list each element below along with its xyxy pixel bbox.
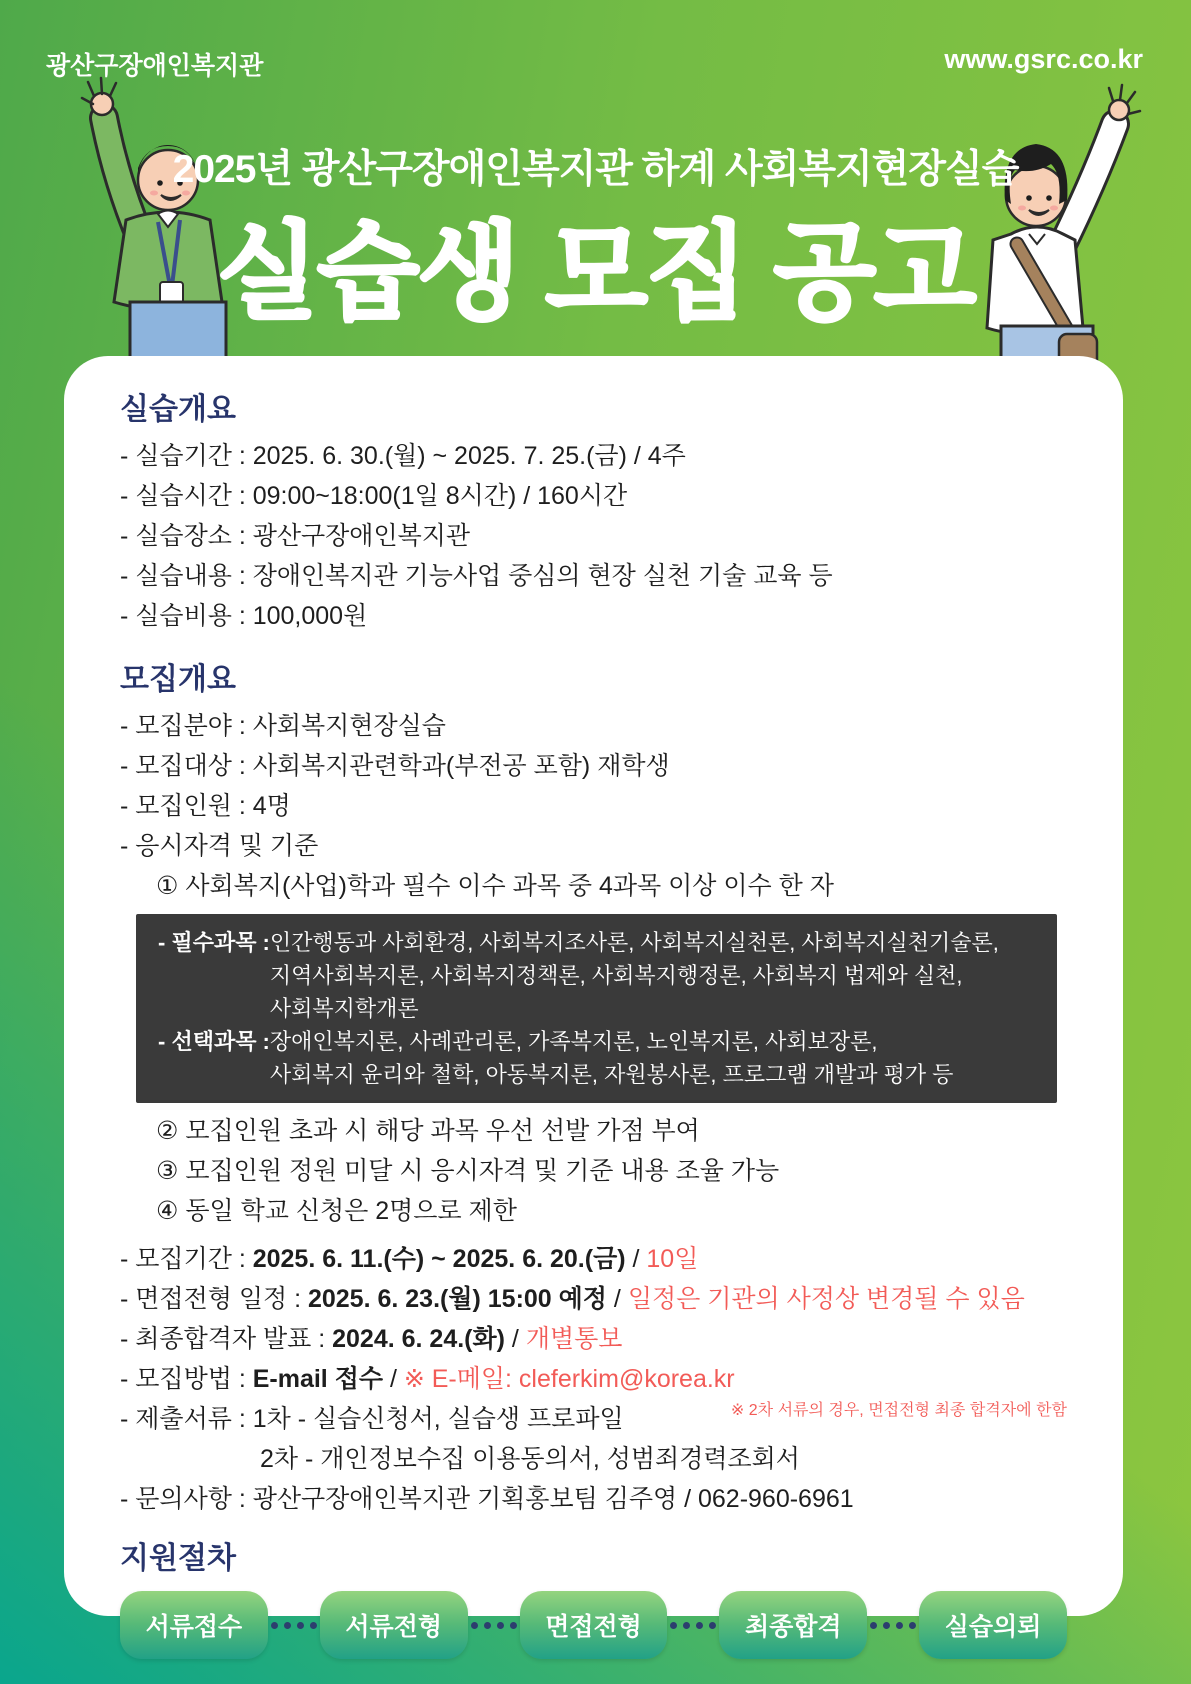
step-interview: 면접전형 [520, 1591, 668, 1659]
criteria-item-1: ① 사회복지(사업)학과 필수 이수 과목 중 4과목 이상 이수 한 자 [156, 872, 834, 900]
detail-label: - 모집기간 : [120, 1245, 253, 1273]
list-item: - 모집분야 : 사회복지현장실습 [120, 712, 446, 740]
second-docs-note: ※ 2차 서류의 경우, 면접전형 최종 합격자에 한함 [730, 1402, 1067, 1419]
detail-sep: / [504, 1325, 526, 1353]
required-courses-label: - 필수과목 : [158, 930, 270, 955]
documents-second: 2차 - 개인정보수집 이용동의서, 성범죄경력조회서 [260, 1445, 800, 1473]
detail-bold: 2024. 6. 24.(화) [332, 1325, 505, 1353]
documents-first: 1차 - 실습신청서, 실습생 프로파일 [252, 1405, 624, 1433]
section-heading-procedure: 지원절차 [120, 1542, 236, 1575]
detail-row-announcement [120, 1319, 1067, 1359]
list-item: - 실습시간 : 09:00~18:00(1일 8시간) / 160시간 [120, 482, 628, 510]
criteria-item-4: ④ 동일 학교 신청은 2명으로 제한 [156, 1197, 517, 1225]
list-item: - 응시자격 및 기준 [120, 832, 319, 860]
poster-subtitle: 2025년 광산구장애인복지관 하계 사회복지현장실습 [172, 148, 1019, 191]
detail-label: - 제출서류 : [120, 1405, 253, 1433]
detail-row-apply-method [120, 1359, 1067, 1399]
procedure-steps [120, 1591, 1067, 1659]
detail-row-period [120, 1239, 1067, 1279]
list-item: - 모집대상 : 사회복지관련학과(부전공 포함) 재학생 [120, 752, 670, 780]
step-connector [670, 1622, 716, 1629]
recruit-overview-list [120, 706, 1067, 906]
course-requirements-box [136, 914, 1057, 1103]
detail-bold: 2025. 6. 23.(월) 15:00 예정 [307, 1285, 607, 1313]
elective-courses-line: 장애인복지론, 사례관리론, 가족복지론, 노인복지론, 사회보장론, [269, 1029, 878, 1054]
step-document-screening: 서류전형 [320, 1591, 468, 1659]
detail-bold: 2025. 6. 11.(수) ~ 2025. 6. 20.(금) [252, 1245, 626, 1273]
poster-title: 실습생 모집 공고 [216, 214, 975, 332]
detail-label: - 최종합격자 발표 : [120, 1325, 333, 1353]
required-courses-line: 지역사회복지론, 사회복지정책론, 사회복지행정론, 사회복지 법제와 실천, [269, 963, 963, 988]
list-item: - 모집인원 : 4명 [120, 792, 291, 820]
step-document-submission: 서류접수 [120, 1591, 268, 1659]
step-practice-request: 실습의뢰 [919, 1591, 1067, 1659]
section-heading-practice-overview: 실습개요 [120, 393, 236, 426]
required-courses-line: 인간행동과 사회환경, 사회복지조사론, 사회복지실천론, 사회복지실천기술론, [269, 930, 999, 955]
criteria-rest-list [120, 1111, 1067, 1231]
detail-red: 개별통보 [525, 1325, 623, 1353]
recruit-details [120, 1239, 1067, 1519]
required-courses-line: 사회복지학개론 [269, 996, 419, 1021]
criteria-item-3: ③ 모집인원 정원 미달 시 응시자격 및 기준 내용 조율 가능 [156, 1157, 780, 1185]
step-final-pass: 최종합격 [719, 1591, 867, 1659]
org-name: 광산구장애인복지관 [46, 52, 264, 80]
step-connector [271, 1622, 317, 1629]
required-courses [158, 926, 1035, 1025]
step-connector [471, 1622, 517, 1629]
list-item: - 실습비용 : 100,000원 [120, 602, 368, 630]
list-item: - 실습내용 : 장애인복지관 기능사업 중심의 현장 실천 기술 교육 등 [120, 562, 833, 590]
detail-label: - 면접전형 일정 : [120, 1285, 308, 1313]
detail-red: 10일 [646, 1245, 699, 1273]
criteria-item-2: ② 모집인원 초과 시 해당 과목 우선 선발 가점 부여 [156, 1117, 700, 1145]
detail-bold: E-mail 접수 [252, 1365, 383, 1393]
list-item: - 실습기간 : 2025. 6. 30.(월) ~ 2025. 7. 25.(금) / 4주 [120, 442, 686, 470]
email-address: ※ E-메일: cleferkim@korea.kr [403, 1365, 735, 1393]
detail-sep: / [625, 1245, 647, 1273]
detail-red: 일정은 기관의 사정상 변경될 수 있음 [627, 1285, 1025, 1313]
detail-row-contact: - 문의사항 : 광산구장애인복지관 기획홍보팀 김주영 / 062-960-6961 [120, 1485, 854, 1513]
elective-courses-label: - 선택과목 : [158, 1029, 270, 1054]
step-connector [870, 1622, 916, 1629]
detail-sep: / [383, 1365, 404, 1393]
detail-row-interview [120, 1279, 1067, 1319]
elective-courses [158, 1025, 1035, 1091]
elective-courses-line: 사회복지 윤리와 철학, 아동복지론, 자원봉사론, 프로그램 개발과 평가 등 [269, 1062, 954, 1087]
practice-overview-list [120, 436, 1067, 636]
section-heading-recruit-overview: 모집개요 [120, 663, 236, 696]
content-card [64, 356, 1123, 1641]
detail-sep: / [606, 1285, 628, 1313]
website-url: www.gsrc.co.kr [944, 44, 1143, 74]
detail-label: - 모집방법 : [120, 1365, 253, 1393]
list-item: - 실습장소 : 광산구장애인복지관 [120, 522, 471, 550]
